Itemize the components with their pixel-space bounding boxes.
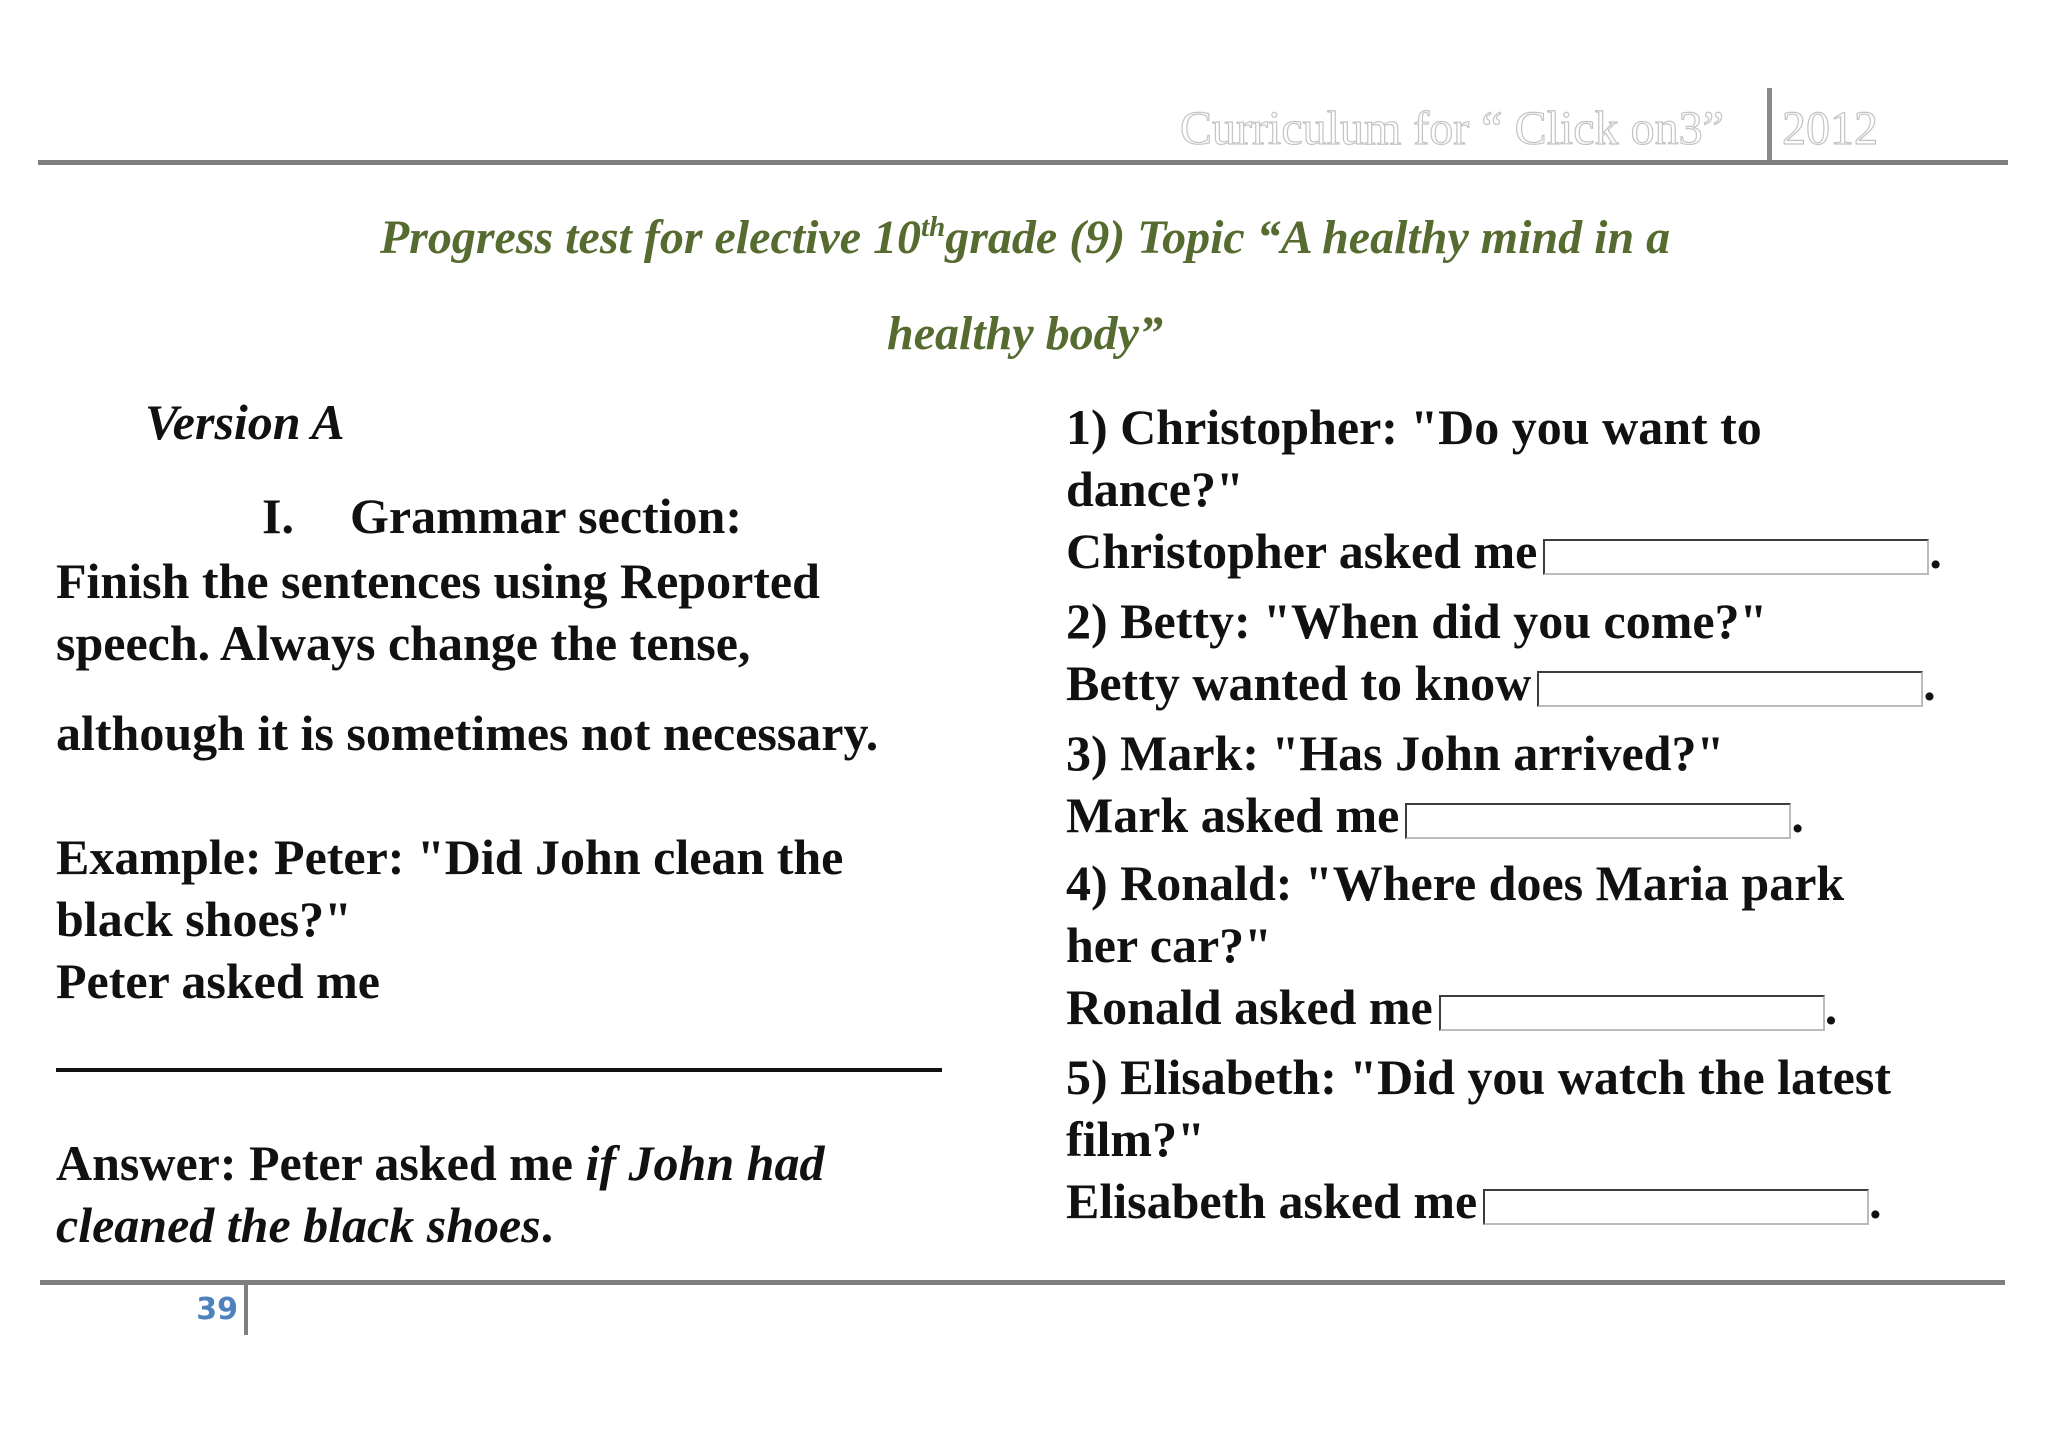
instruction-line: Finish the sentences using Reported bbox=[56, 553, 820, 609]
question-2 bbox=[1066, 590, 1996, 714]
header-title: Curriculum for “ Click on3” bbox=[1180, 102, 1724, 155]
question-prompt: 3) Mark: "Has John arrived?" bbox=[1066, 725, 1725, 781]
title-line2: healthy body” bbox=[887, 307, 1163, 360]
header-separator bbox=[1767, 88, 1772, 164]
section-number: I. bbox=[262, 488, 294, 544]
page-number-separator bbox=[244, 1285, 248, 1335]
question-3 bbox=[1066, 722, 1996, 846]
instruction-line: speech. Always change the tense, bbox=[56, 615, 751, 671]
answer-field-3[interactable] bbox=[1405, 803, 1791, 839]
version-label: Version A bbox=[145, 394, 345, 450]
answer-prefix: Answer: Peter asked me bbox=[56, 1135, 586, 1191]
example-line: Peter asked me bbox=[56, 953, 380, 1009]
answer-italic: if John had bbox=[585, 1135, 825, 1191]
question-stem: Christopher asked me bbox=[1066, 523, 1538, 579]
question-end: . bbox=[1869, 1173, 1882, 1229]
section-label: Grammar section: bbox=[350, 488, 743, 544]
question-prompt: film?" bbox=[1066, 1111, 1205, 1167]
question-end: . bbox=[1824, 979, 1838, 1035]
title-line1-post: grade (9) Topic “A healthy mind in a bbox=[945, 211, 1671, 264]
page-number: 39 bbox=[196, 1292, 238, 1327]
footer-rule bbox=[40, 1280, 2005, 1285]
example-answer bbox=[56, 1132, 956, 1256]
example-answer-line bbox=[56, 1068, 942, 1072]
question-end: . bbox=[1929, 523, 1942, 579]
example-line: black shoes?" bbox=[56, 891, 352, 947]
question-stem: Elisabeth asked me bbox=[1066, 1173, 1478, 1229]
question-prompt: her car?" bbox=[1066, 917, 1272, 973]
question-stem: Betty wanted to know bbox=[1066, 655, 1532, 711]
example-line: Example: Peter: "Did John clean the bbox=[56, 829, 844, 885]
section-heading bbox=[262, 486, 742, 546]
instructions bbox=[56, 550, 956, 674]
title-line1-pre: Progress test for elective 10 bbox=[379, 211, 922, 264]
title-superscript: th bbox=[921, 211, 946, 243]
question-4 bbox=[1066, 852, 1996, 1038]
question-5 bbox=[1066, 1046, 1996, 1232]
question-prompt: 4) Ronald: "Where does Maria park bbox=[1066, 855, 1845, 911]
answer-field-5[interactable] bbox=[1483, 1189, 1869, 1225]
answer-field-1[interactable] bbox=[1543, 539, 1929, 575]
answer-field-4[interactable] bbox=[1439, 995, 1825, 1031]
answer-italic: cleaned the black shoes bbox=[56, 1197, 541, 1253]
header-year: 2012 bbox=[1782, 102, 1878, 155]
question-prompt: 2) Betty: "When did you come?" bbox=[1066, 593, 1768, 649]
question-stem: Mark asked me bbox=[1066, 787, 1400, 843]
header-rule bbox=[38, 160, 2008, 165]
answer-end: . bbox=[540, 1197, 554, 1253]
question-end: . bbox=[1923, 655, 1936, 711]
answer-field-2[interactable] bbox=[1537, 671, 1923, 707]
question-prompt: dance?" bbox=[1066, 461, 1244, 517]
question-1 bbox=[1066, 396, 1996, 582]
instruction-line: although it is sometimes not necessary. bbox=[56, 705, 879, 761]
question-prompt: 5) Elisabeth: "Did you watch the latest bbox=[1066, 1049, 1891, 1105]
document-title bbox=[240, 190, 1810, 382]
question-end: . bbox=[1791, 787, 1804, 843]
question-stem: Ronald asked me bbox=[1066, 979, 1433, 1035]
question-prompt: 1) Christopher: "Do you want to bbox=[1066, 399, 1762, 455]
example bbox=[56, 826, 956, 1012]
